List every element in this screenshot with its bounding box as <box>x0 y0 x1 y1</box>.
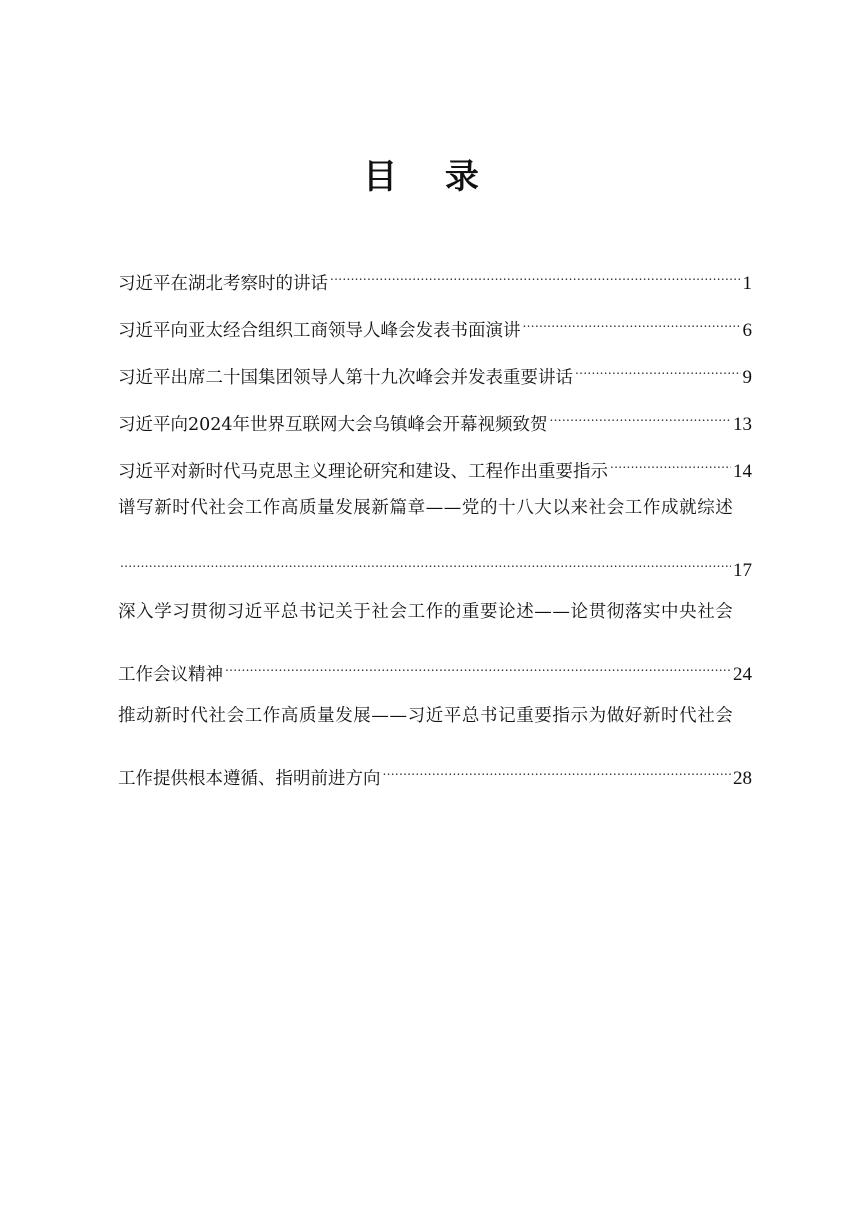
dot-leader <box>523 304 741 336</box>
toc-entry[interactable] <box>118 398 752 445</box>
toc-entry[interactable] <box>118 304 752 351</box>
toc-entry[interactable] <box>118 445 752 492</box>
toc-page-number: 1 <box>742 273 752 294</box>
page-title: 目 录 <box>363 157 497 197</box>
dot-leader <box>575 351 741 383</box>
table-of-contents <box>118 257 752 804</box>
dot-leader <box>550 398 731 430</box>
toc-page-number: 6 <box>742 320 752 341</box>
toc-entry-title-continued: 工作会议精神 <box>118 665 223 685</box>
toc-page-number: 17 <box>733 560 752 581</box>
toc-page-number: 24 <box>733 664 752 685</box>
toc-entry-title: 推动新时代社会工作高质量发展——习近平总书记重要指示为做好新时代社会 <box>118 706 734 726</box>
toc-entry[interactable] <box>118 351 752 398</box>
dot-leader <box>225 648 731 680</box>
toc-entry-title: 深入学习贯彻习近平总书记关于社会工作的重要论述——论贯彻落实中央社会 <box>118 602 734 622</box>
toc-entry[interactable] <box>118 257 752 304</box>
toc-entry-title: 习近平向亚太经合组织工商领导人峰会发表书面演讲 <box>118 321 521 341</box>
toc-page-number: 9 <box>742 367 752 388</box>
toc-entry[interactable] <box>118 492 752 596</box>
toc-page-number: 13 <box>733 414 752 435</box>
dot-leader <box>120 544 731 576</box>
toc-page-number: 28 <box>733 768 752 789</box>
toc-entry-title: 习近平对新时代马克思主义理论研究和建设、工程作出重要指示 <box>118 462 608 482</box>
dot-leader <box>383 752 732 784</box>
dot-leader <box>330 257 741 289</box>
toc-entry-title-continued: 工作提供根本遵循、指明前进方向 <box>118 769 381 789</box>
toc-entry-title: 习近平向2024年世界互联网大会乌镇峰会开幕视频致贺 <box>118 415 548 435</box>
toc-entry[interactable] <box>118 596 752 700</box>
toc-entry-title: 习近平出席二十国集团领导人第十九次峰会并发表重要讲话 <box>118 368 573 388</box>
toc-entry-title: 习近平在湖北考察时的讲话 <box>118 274 328 294</box>
dot-leader <box>610 445 731 477</box>
toc-page-number: 14 <box>733 461 752 482</box>
toc-entry[interactable] <box>118 700 752 804</box>
toc-entry-title: 谱写新时代社会工作高质量发展新篇章——党的十八大以来社会工作成就综述 <box>118 498 734 518</box>
